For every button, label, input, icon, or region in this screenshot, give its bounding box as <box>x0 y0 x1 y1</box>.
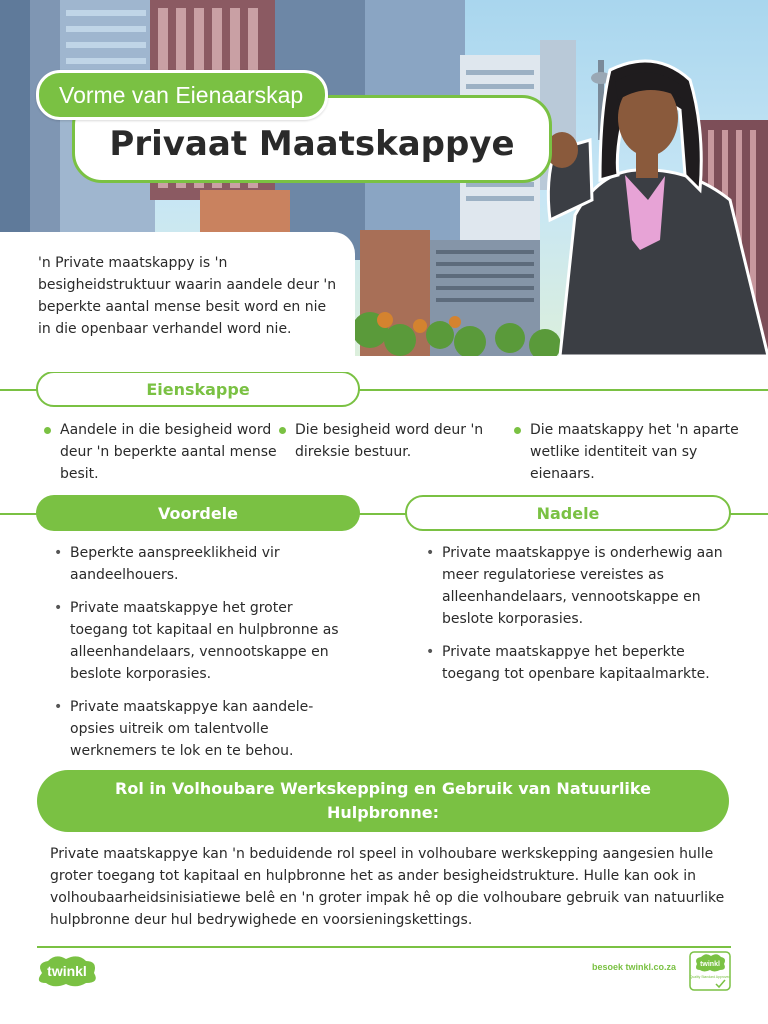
voordele-item-text: Private maatskappye kan aandele-opsies uitreik om talentvolle werknemers te lok en te behou. <box>70 699 314 759</box>
bullet-icon: • <box>54 545 63 561</box>
eienskappe-item-text: Aandele in die besigheid word deur 'n beperkte aantal mense besit. <box>60 422 277 482</box>
rol-body-text: Private maatskappye kan 'n beduidende rol speel in volhoubare werkskepping aangesien hulle groter toegang tot kapitaal en hulpbronne het as ander besigheidstrukture. Hulle kan ook in volhoubaarheidsinisiatiewe belê en 'n groter impak hê op die volhoubare gebruik van natuurlike hulpbronne deur hul bedrywighede en voorsieningskettings. <box>50 846 725 928</box>
page-title: Privaat Maatskappye <box>109 124 515 164</box>
footer-divider <box>37 946 731 948</box>
bullet-dot-icon <box>514 427 521 434</box>
nadele-list <box>424 542 724 696</box>
list-item <box>424 641 724 685</box>
bullet-icon: • <box>54 699 63 715</box>
bullet-dot-icon <box>279 427 286 434</box>
voordele-item-text: Private maatskappye het groter toegang tot kapitaal en hulpbronne as alleenhandelaars, vennootskappe en beslote korporasies. <box>70 600 339 682</box>
rol-heading-label: Rol in Volhoubare Werkskepping en Gebruik van Natuurlike Hulpbronne: <box>115 779 651 822</box>
intro-text: 'n Private maatskappy is 'n besigheidstruktuur waarin aandele deur 'n beperkte aantal mense besit word en nie in die openbaar verhandel word nie. <box>38 255 337 337</box>
list-item <box>52 542 352 586</box>
eienskappe-item-text: Die besigheid word deur 'n direksie bestuur. <box>295 422 484 460</box>
category-tag: Vorme van Eienaarskap <box>36 70 328 120</box>
eienskappe-heading-label: Eienskappe <box>146 379 250 399</box>
voordele-heading <box>36 495 360 531</box>
quality-standard-badge <box>689 951 731 991</box>
quality-badge-icon <box>689 951 731 991</box>
bullet-icon: • <box>426 644 435 660</box>
list-item <box>52 597 352 685</box>
intro-box <box>0 232 355 372</box>
twinkl-logo-text: twinkl <box>47 963 87 979</box>
twinkl-logo <box>34 953 100 989</box>
nadele-heading-label: Nadele <box>536 503 600 523</box>
badge-caption-text: Quality Standard Approved <box>689 975 731 979</box>
badge-logo-text: twinkl <box>700 961 720 968</box>
bullet-icon: • <box>426 545 435 561</box>
voordele-item-text: Beperkte aanspreeklikheid vir aandeelhouers. <box>70 545 280 583</box>
rol-heading <box>37 770 729 832</box>
nadele-item-text: Private maatskappye is onderhewig aan meer regulatoriese vereistes as alleenhandelaars, vennootskappe en beslote korporasies. <box>442 545 723 627</box>
twinkl-logo-mark <box>34 953 100 989</box>
footer-url: besoek twinkl.co.za <box>592 962 677 972</box>
list-item <box>52 696 352 762</box>
eienskappe-heading <box>36 371 360 407</box>
eienskappe-item-text: Die maatskappy het 'n aparte wetlike identiteit van sy eienaars. <box>530 422 739 482</box>
bullet-icon: • <box>54 600 63 616</box>
nadele-heading <box>405 495 731 531</box>
voordele-list <box>52 542 352 773</box>
nadele-item-text: Private maatskappye het beperkte toegang tot openbare kapitaalmarkte. <box>442 644 710 682</box>
voordele-heading-label: Voordele <box>157 503 239 523</box>
list-item <box>424 542 724 630</box>
bullet-dot-icon <box>44 427 51 434</box>
